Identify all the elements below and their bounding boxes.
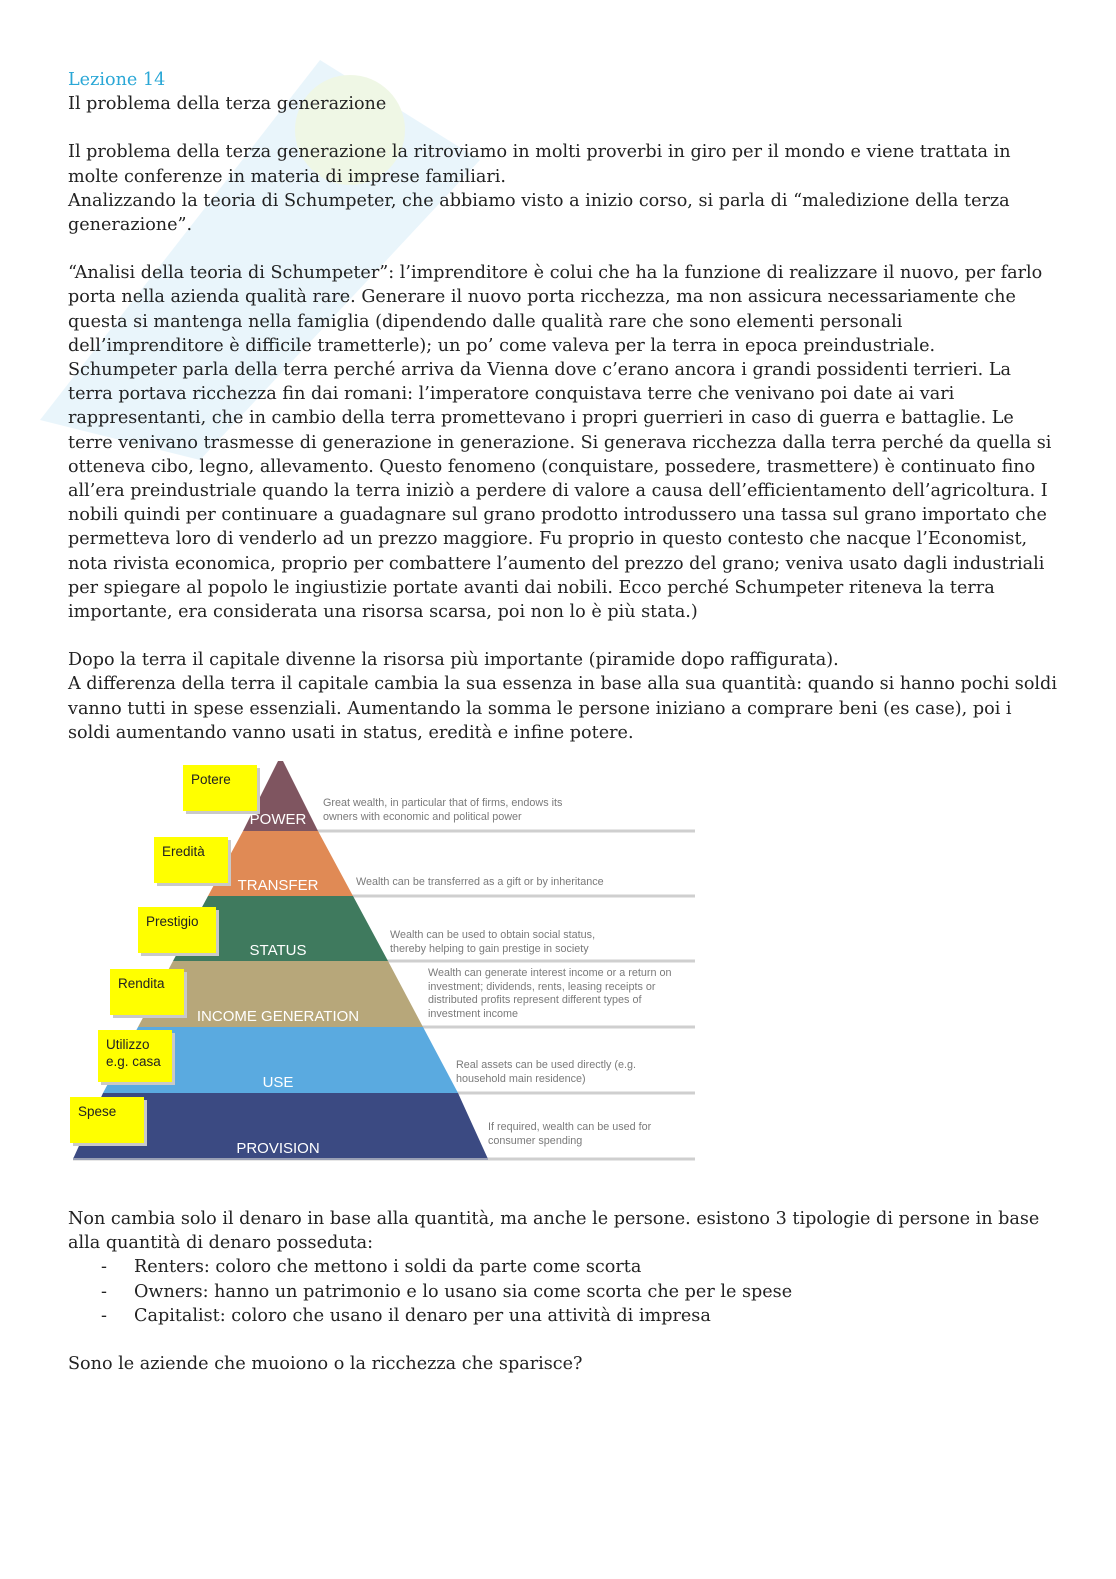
level-label-status: STATUS [249,942,307,960]
wealth-pyramid-figure [68,751,708,1181]
paragraph-capital: Dopo la terra il capitale divenne la risorsa più importante (piramide dopo raffigurata). [68,650,839,671]
sticky-note-eredita: Eredità [154,837,228,883]
sticky-note-potere: Potere [183,765,257,811]
level-desc-transfer: Wealth can be transferred as a gift or by inheritance [356,876,604,889]
lesson-subtitle: Il problema della terza generazione [68,94,387,115]
level-label-power: POWER [249,811,307,829]
list-item-renters: - Renters: coloro che mettono i soldi da parte come scorta [68,1255,1058,1279]
level-label-provision: PROVISION [236,1140,320,1158]
level-label-income: INCOME GENERATION [196,1008,360,1026]
people-types-list [68,1255,1058,1328]
level-label-transfer: TRANSFER [237,877,319,895]
list-item-capitalist: - Capitalist: coloro che usano il denaro per una attività di impresa [68,1304,1058,1328]
level-desc-power: Great wealth, in particular that of firms, endows its owners with economic and political power [323,797,563,823]
paragraph-people-types: Non cambia solo il denaro in base alla quantità, ma anche le persone. esistono 3 tipologie di persone in base alla quantità di denaro posseduta: [68,1209,1040,1254]
level-desc-status: Wealth can be used to obtain social status, thereby helping to gain prestige in society [390,929,596,955]
sticky-note-spese: Spese [70,1097,144,1143]
paragraph-schumpeter: Analizzando la teoria di Schumpeter, che abbiamo visto a inizio corso, si parla di “maledizione della terza generazione”. [68,190,1010,236]
paragraph-difference: A differenza della terra il capitale cambia la sua essenza in base alla sua quantità: quando si hanno pochi soldi vanno tutti in spese essenziali. Aumentando la somma le persone iniziano a comprare beni (es case), poi i soldi aumentando vanno usati in status, eredità e infine potere. [68,674,1057,743]
list-item-owners: - Owners: hanno un patrimonio e lo usano sia come scorta che per le spese [68,1280,1058,1304]
paragraph-analysis: “Analisi della teoria di Schumpeter”: l’imprenditore è colui che ha la funzione di realizzare il nuovo, per farlo porta nella azienda qualità rare. Generare il nuovo porta ricchezza, ma non assicura necessariamente che questa si mantenga nella famiglia (dipendendo dalle qualità rare che sono elementi personali dell’imprenditore è difficile trametterle); un po’ come valeva per la terra in epoca preindustriale. [68,263,1043,356]
level-label-use: USE [262,1074,294,1092]
level-desc-use: Real assets can be used directly (e.g. household main residence) [456,1059,637,1085]
lesson-title: Lezione 14 [68,70,166,90]
sticky-note-rendita: Rendita [110,969,184,1015]
paragraph-question: Sono le aziende che muoiono o la ricchezza che sparisce? [68,1354,583,1375]
document-page [68,68,1058,1376]
level-desc-income: Wealth can generate interest income or a return on investment; dividends, rents, leasing receipts or distributed profits represent different types of investment income [428,967,672,1020]
sticky-note-prestigio: Prestigio [138,907,216,953]
paragraph-land: Schumpeter parla della terra perché arriva da Vienna dove c’erano ancora i grandi possidenti terrieri. La terra portava ricchezza fin dai romani: l’imperatore conquistava terre che venivano poi date ai vari rappresentanti, che in cambio della terra promettevano i propri guerrieri in caso di guerra e battaglie. Le terre venivano trasmesse di generazione in generazione. Si generava ricchezza dalla terra perché da quella si otteneva cibo, legno, allevamento. Questo fenomeno (conquistare, possedere, trasmettere) è continuato fino all’era preindustriale quando la terra iniziò a perdere di valore a causa dell’efficientamento dell’agricoltura. I nobili quindi per continuare a guadagnare sul grano prodotto introdussero una tassa sul grano importato che permetteva loro di venderlo ad un prezzo maggiore. Fu proprio in questo contesto che nacque l’Economist, nota rivista economica, proprio per combattere l’aumento del prezzo del grano; veniva usato dagli industriali per spiegare al popolo le ingiustizie portate avanti dai nobili. Ecco perché Schumpeter riteneva la terra importante, era considerata una risorsa scarsa, poi non lo è più stata.) [68,360,1052,623]
paragraph-intro: Il problema della terza generazione la ritroviamo in molti proverbi in giro per il mondo e viene trattata in molte conferenze in materia di imprese familiari. [68,142,1011,187]
sticky-note-utilizzo: Utilizzo e.g. casa [98,1030,172,1082]
level-desc-provision: If required, wealth can be used for consumer spending [488,1121,652,1147]
